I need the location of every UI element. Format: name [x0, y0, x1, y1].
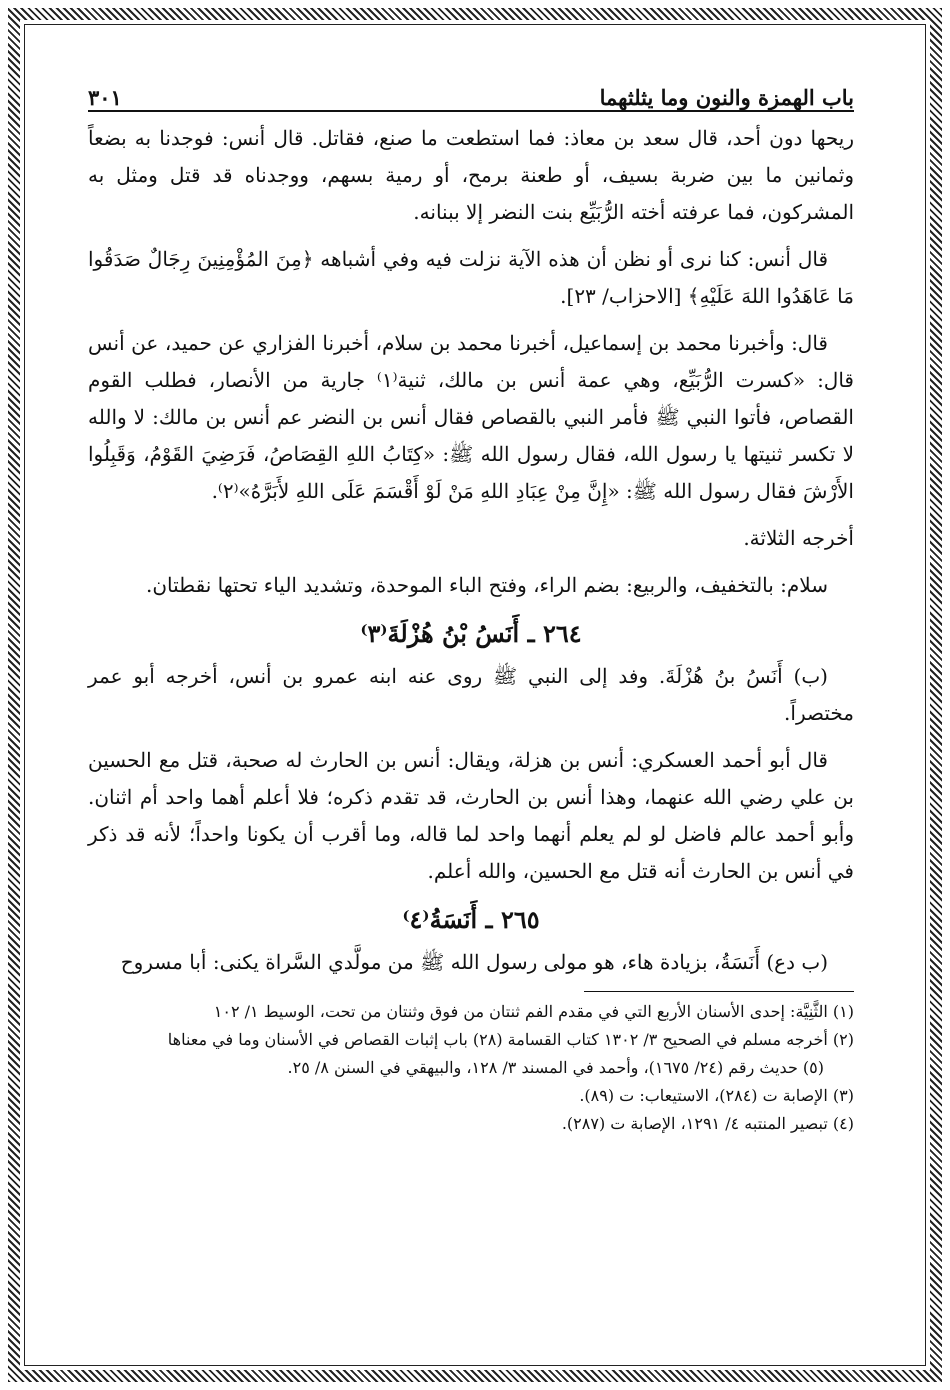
entry-heading-264: ٢٦٤ ـ أَنَسُ بْنُ هُزْلَةَ⁽٣⁾: [360, 619, 582, 648]
entry-heading-265: ٢٦٥ ـ أَنَسَةُ⁽٤⁾: [402, 905, 540, 934]
paragraph-1: ريحها دون أحد، قال سعد بن معاذ: فما استطعت ما صنع، فقاتل. قال أنس: فوجدنا به بضعاً وثمانين ما بين ضربة بسيف، أو طعنة برمح، أو رمية بسهم، ووجدناه قد قتل ومثل به المشركون، فما عرفته أخته الرُّبَيِّع بنت النضر إلا ببنانه.: [88, 126, 854, 224]
footnote-2-continuation: (٥) حديث رقم (٢٤/ ١٦٧٥)، وأحمد في المسند ٣/ ١٢٨، والبيهقي في السنن ٨/ ٢٥.: [287, 1058, 824, 1077]
footnote-3: (٣) الإصابة ت (٢٨٤)، الاستيعاب: ت (٨٩).: [579, 1086, 854, 1105]
paragraph-2: قال أنس: كنا نرى أو نظن أن هذه الآية نزلت فيه وفي أشباهه ﴿مِنَ المُؤْمِنِينَ رِجَالٌ صَدَقُوا مَا عَاهَدُوا اللهَ عَلَيْهِ﴾ [الاحزاب/ ٢٣].: [88, 247, 854, 308]
page-number: ٣٠١: [88, 85, 122, 110]
paragraph-4: أخرجه الثلاثة.: [743, 526, 854, 550]
footnote-2: (٢) أخرجه مسلم في الصحيح ٣/ ١٣٠٢ كتاب القسامة (٢٨) باب إثبات القصاص في الأسنان وما في معناها: [167, 1030, 854, 1049]
footnote-4: (٤) تبصير المنتبه ٤/ ١٢٩١، الإصابة ت (٢٨٧).: [561, 1114, 854, 1133]
footnote-1: (١) الثَّنِيَّة: إحدى الأسنان الأربع التي في مقدم الفم ثنتان من فوق وثنتان من تحت، الوسيط ١/ ١٠٢: [213, 1002, 854, 1021]
paragraph-7: قال أبو أحمد العسكري: أنس بن هزلة، ويقال: أنس بن الحارث له صحبة، قتل مع الحسين بن علي رضي الله عنهما، وهذا أنس بن الحارث، قد تقدم ذكره؛ فلا أعلم أهما واحد أم اثنان. وأبو أحمد عالم فاضل لو لم يعلم أنهما واحد لما قاله، وما أقرب أن يكونا واحداً؛ لأنه قد ذكر في أنس بن الحارث أنه قتل مع الحسين، والله أعلم.: [88, 748, 854, 883]
paragraph-3: قال: وأخبرنا محمد بن إسماعيل، أخبرنا محمد بن سلام، أخبرنا الفزاري عن حميد، عن أنس قال: «كسرت الرُّبَيِّع، وهي عمة أنس بن مالك، ثنية⁽١⁾ جارية من الأنصار، فطلب القوم القصاص، فأتوا النبي ﷺ فأمر النبي بالقصاص فقال أنس بن النضر عم أنس بن مالك: لا والله لا تكسر ثنيتها يا رسول الله، فقال رسول الله ﷺ: «كِتَابُ اللهِ القِصَاصُ، فَرَضِيَ القَوْمُ، وَقَبِلُوا الأَرْشَ فقال رسول الله ﷺ: «إِنَّ مِنْ عِبَادِ اللهِ مَنْ لَوْ أَقْسَمَ عَلَى اللهِ لأَبَرَّهُ»⁽٢⁾.: [88, 331, 854, 503]
chapter-title: باب الهمزة والنون وما يثلثهما: [599, 85, 854, 110]
footnote-separator: [584, 991, 854, 992]
running-header: [88, 78, 854, 112]
footnotes: [88, 998, 854, 1138]
paragraph-6: (ب) أَنَسُ بنُ هُزْلَةَ. وفد إلى النبي ﷺ روى عنه ابنه عمرو بن أنس، أخرجه أبو عمر مختصراً.: [88, 664, 854, 725]
book-page: [88, 78, 854, 1138]
paragraph-5: سلام: بالتخفيف، والربيع: بضم الراء، وفتح الباء الموحدة، وتشديد الياء تحتها نقطتان.: [146, 573, 828, 597]
paragraph-8: (ب دع) أَنَسَةُ، بزيادة هاء، هو مولى رسول الله ﷺ من مولَّدي السَّراة يكنى: أبا مسروح: [120, 950, 828, 974]
